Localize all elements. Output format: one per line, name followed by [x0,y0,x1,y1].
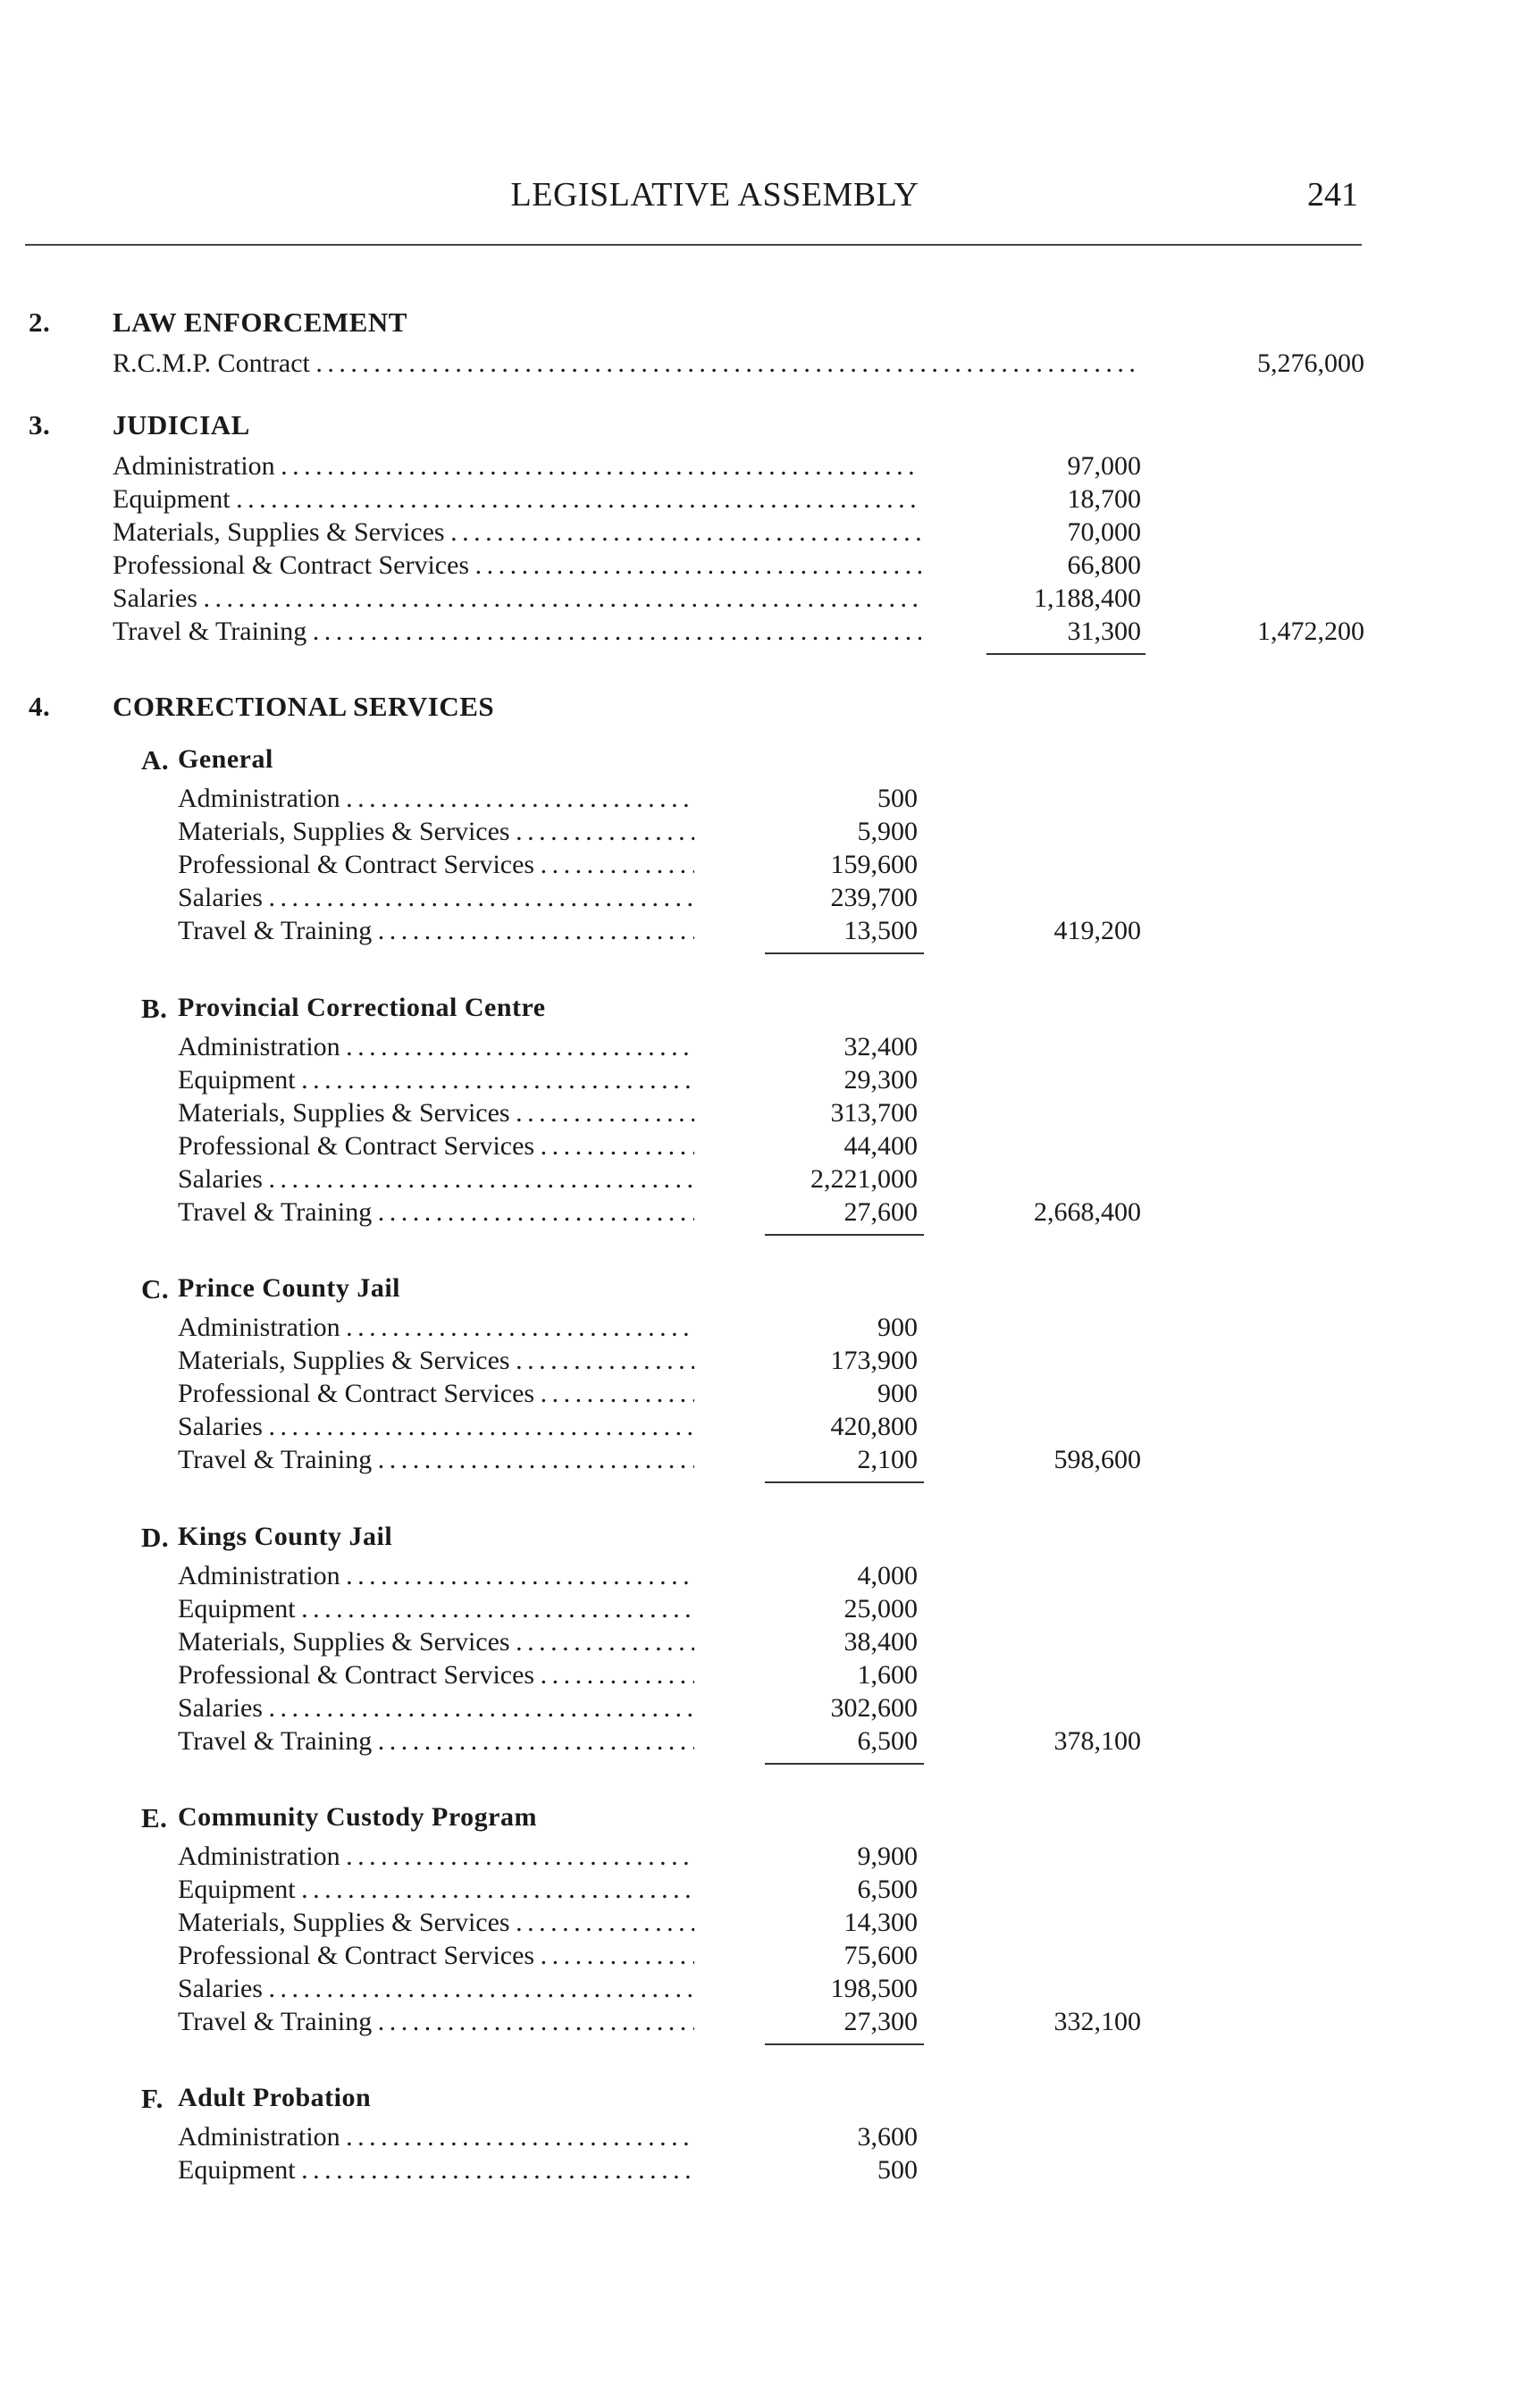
line-item-label: Travel & Training . . . [178,1725,694,1758]
subsection-letter: F. [141,2083,164,2114]
line-item-amount: 1,188,400 [1034,583,1141,613]
subtotal-rule [986,653,1146,655]
line-item-amount: 173,900 [830,1346,918,1375]
line-item-label: Salaries . . . [113,583,921,615]
line-item-amount: 239,700 [830,883,918,912]
line-item-label: Professional & Contract Services . . . [113,550,921,582]
line-item-amount: 500 [877,2155,918,2185]
line-item-amount: 313,700 [830,1098,918,1128]
subsection-total: 332,100 [1053,2007,1141,2036]
line-item-label: Professional & Contract Services . . . [178,849,694,881]
subtotal-rule [765,2043,924,2045]
subsection-letter: E. [141,1802,168,1833]
line-item-label: Professional & Contract Services . . . [178,1940,694,1972]
line-item-amount: 4,000 [857,1561,918,1590]
subtotal-rule [765,1481,924,1483]
line-item-amount: 27,600 [843,1197,918,1227]
subsection-title: General [178,744,273,774]
section-number: 2. [29,306,51,338]
subsection-title: Prince County Jail [178,1273,400,1303]
line-item-amount: 13,500 [843,916,918,945]
line-item-label: Materials, Supplies & Services . . . [178,1345,694,1377]
subsection-letter: B. [141,993,168,1024]
subtotal-rule [765,952,924,954]
line-item-amount: 97,000 [1067,451,1141,481]
line-item-label: Travel & Training . . . [113,616,921,648]
subtotal-rule [765,1234,924,1236]
line-item-label: Professional & Contract Services . . . [178,1659,694,1691]
line-item-amount: 9,900 [857,1842,918,1871]
line-item-amount: 66,800 [1067,550,1141,580]
subsection-total: 2,668,400 [1034,1197,1141,1227]
line-item-amount: 25,000 [843,1594,918,1624]
line-item-label: Administration . . . [178,2121,694,2153]
line-item-amount: 500 [877,784,918,813]
header-rule [25,244,1362,246]
line-item-amount: 27,300 [843,2007,918,2036]
line-item-amount: 900 [877,1313,918,1342]
line-item-label: Materials, Supplies & Services . . . [178,816,694,848]
line-item-label: Equipment . . . [178,1874,694,1906]
line-item-amount: 198,500 [830,1974,918,2003]
subsection-title: Kings County Jail [178,1522,393,1551]
line-item-amount: 5,900 [857,817,918,846]
line-item-amount: 70,000 [1067,517,1141,547]
line-item-amount: 75,600 [843,1941,918,1970]
line-item-amount: 159,600 [830,850,918,879]
line-item-amount: 44,400 [843,1131,918,1161]
page-title: LEGISLATIVE ASSEMBLY [510,176,919,214]
line-item-label: Salaries . . . [178,1411,694,1443]
line-item-amount: 1,600 [857,1660,918,1690]
line-item-label: Equipment . . . [178,1064,694,1096]
line-item-label: Travel & Training . . . [178,915,694,947]
subsection-letter: A. [141,744,170,776]
subsection-title: Adult Probation [178,2083,372,2112]
line-item-label: Equipment . . . [178,2154,694,2186]
line-item-amount: 32,400 [843,1032,918,1061]
subsection-total: 598,600 [1053,1445,1141,1474]
line-item-label: Materials, Supplies & Services . . . [113,516,921,549]
subsection-letter: D. [141,1522,170,1553]
subsection-letter: C. [141,1273,170,1305]
line-item-label: Administration . . . [178,1031,694,1063]
line-item-label: Materials, Supplies & Services . . . [178,1907,694,1939]
line-item-label: Equipment . . . [113,483,921,516]
line-item-label: Professional & Contract Services . . . [178,1130,694,1162]
section-title: CORRECTIONAL SERVICES [113,691,495,722]
line-item-amount: 2,221,000 [810,1164,918,1194]
subtotal-rule [765,1763,924,1765]
line-item-label: Administration . . . [113,450,921,482]
line-item-label: Salaries . . . [178,1163,694,1196]
line-item-label: Salaries . . . [178,1692,694,1724]
line-item-label: Travel & Training . . . [178,1196,694,1229]
line-item-label: Salaries . . . [178,882,694,914]
line-item-amount: 38,400 [843,1627,918,1657]
line-item-amount: 420,800 [830,1412,918,1441]
line-item-label: Administration . . . [178,1312,694,1344]
line-item-amount: 6,500 [857,1875,918,1904]
line-item-amount: 3,600 [857,2122,918,2152]
section-title: JUDICIAL [113,409,250,440]
line-item-label: R.C.M.P. Contract . . . [113,348,1142,380]
line-item-label: Administration . . . [178,1560,694,1592]
line-item-label: Administration . . . [178,783,694,815]
line-item-amount: 18,700 [1067,484,1141,514]
line-item-amount: 900 [877,1379,918,1408]
line-item-amount: 302,600 [830,1693,918,1723]
section-total: 1,472,200 [1257,617,1364,646]
subsection-title: Community Custody Program [178,1802,537,1832]
line-item-label: Travel & Training . . . [178,2006,694,2038]
section-title: LAW ENFORCEMENT [113,306,407,338]
line-item-label: Travel & Training . . . [178,1444,694,1476]
subsection-total: 378,100 [1053,1726,1141,1756]
line-item-label: Salaries . . . [178,1973,694,2005]
line-item-label: Equipment . . . [178,1593,694,1625]
page-number: 241 [1307,176,1358,214]
line-item-label: Professional & Contract Services . . . [178,1378,694,1410]
line-item-amount: 29,300 [843,1065,918,1095]
subsection-total: 419,200 [1053,916,1141,945]
line-item-label: Administration . . . [178,1841,694,1873]
section-number: 3. [29,409,51,440]
line-item-amount: 31,300 [1067,617,1141,646]
section-number: 4. [29,691,51,722]
line-item-amount: 14,300 [843,1908,918,1937]
subsection-title: Provincial Correctional Centre [178,993,546,1022]
line-item-label: Materials, Supplies & Services . . . [178,1626,694,1658]
line-item-amount: 6,500 [857,1726,918,1756]
section-total: 5,276,000 [1257,348,1364,378]
line-item-amount: 2,100 [857,1445,918,1474]
line-item-label: Materials, Supplies & Services . . . [178,1097,694,1129]
